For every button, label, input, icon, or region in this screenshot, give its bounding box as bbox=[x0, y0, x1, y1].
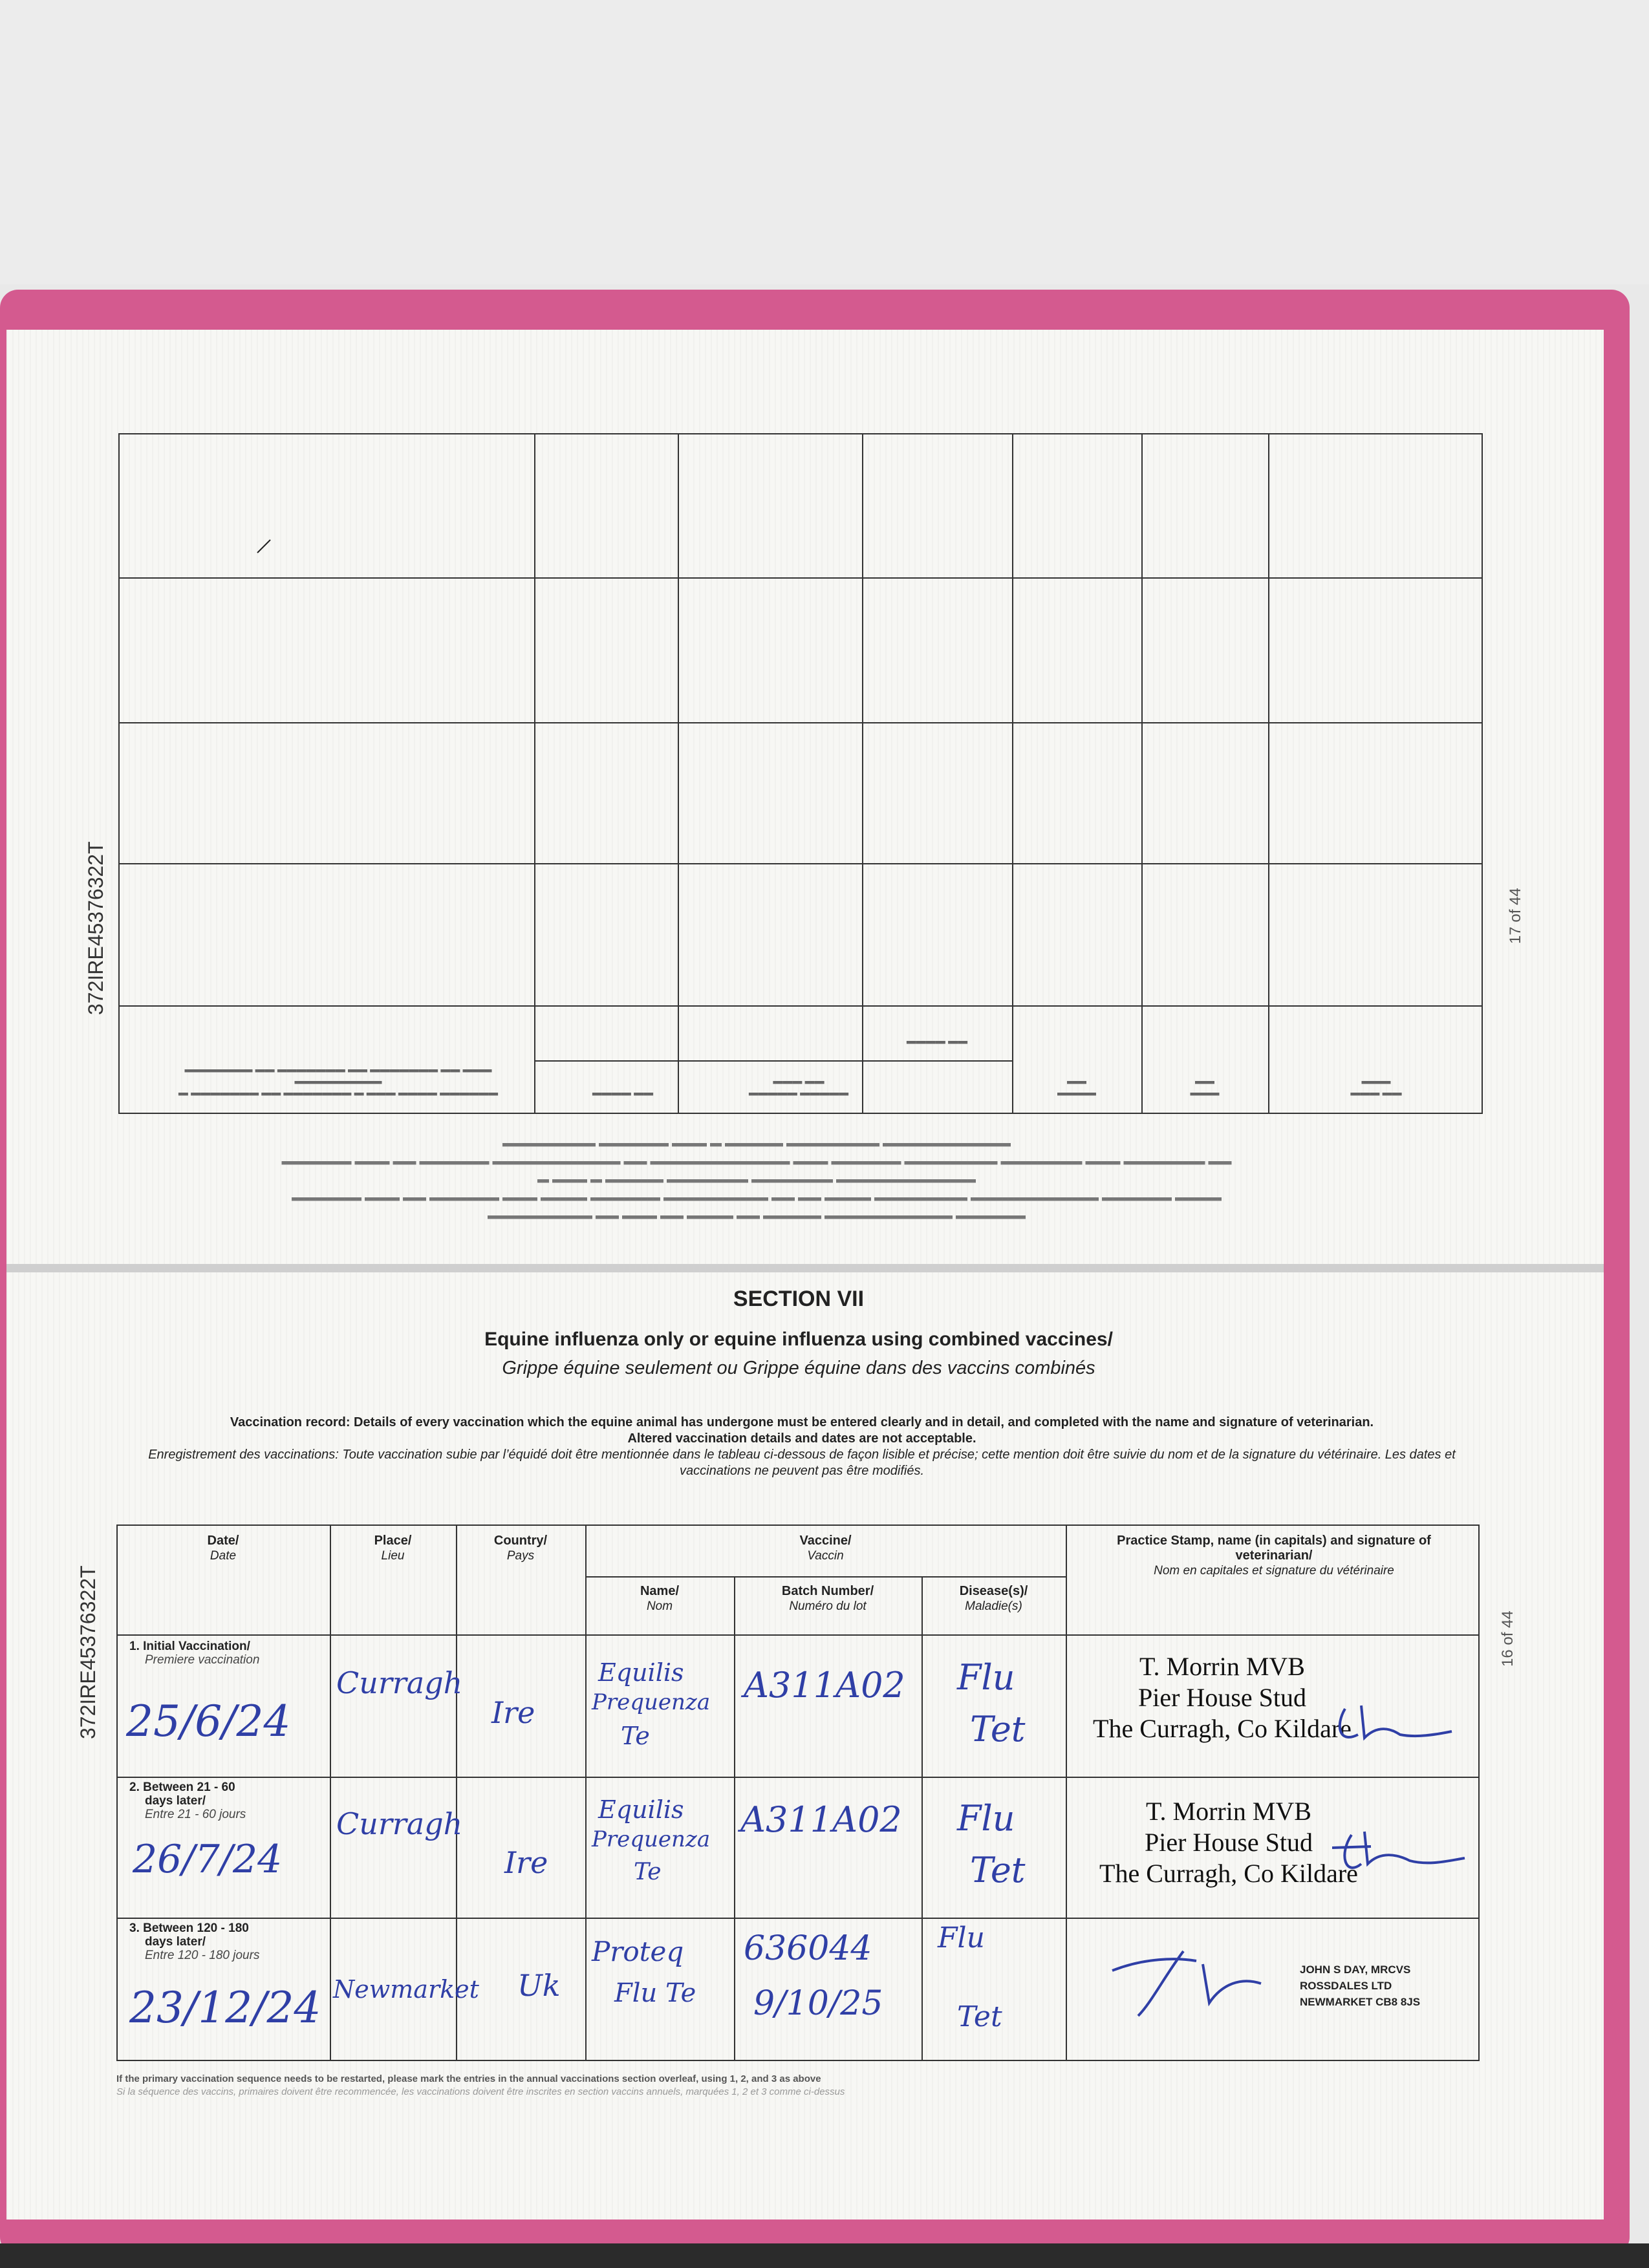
header-stamp-en: Practice Stamp, name (in capitals) and signature of veterinarian/ bbox=[1117, 1534, 1431, 1563]
row-1-name-3: Te bbox=[621, 1722, 650, 1750]
section-subtitle-fr: Grippe équine seulement ou Grippe équine dans des vaccins combinés bbox=[502, 1358, 1095, 1378]
row-divider bbox=[116, 1918, 1480, 1919]
row-1-label bbox=[129, 1640, 259, 1667]
col-divider bbox=[1066, 1524, 1067, 2061]
upper-row-divider bbox=[118, 863, 1483, 864]
row-3-disease-1: Flu bbox=[938, 1921, 985, 1954]
upper-header-text: ▬▬▬▬▬▬ ▬▬▬▬ ▬▬▬ ▬ ▬▬▬▬▬▬▬ ▬▬ ▬▬▬▬▬▬▬ ▬ ▬▬▬▬▬▬▬▬▬ ▬▬▬ ▬▬ ▬▬▬▬▬▬▬ ▬▬ ▬▬▬▬▬▬▬ ▬▬ ▬▬▬▬▬▬▬ bbox=[178, 1067, 499, 1101]
row-3-vet-signature bbox=[1106, 1938, 1280, 2022]
notice-fr: Enregistrement des vaccinations: Toute vaccination subie par l’équidé doit être mentionnée dans le tableau ci-dessous de façon lisible et précise; cette mention doit être suivie du nom et de la signature du vétérinaire. Les dates et vaccinations ne peuvent pas être modifiés. bbox=[148, 1448, 1456, 1478]
row-3-date: 23/12/24 bbox=[129, 1983, 321, 2033]
row-2-name-2: Prequenza bbox=[592, 1826, 711, 1852]
row-1-stamp-line-2: Pier House Stud bbox=[1138, 1683, 1306, 1712]
row-1-date: 25/6/24 bbox=[126, 1696, 291, 1746]
upper-header-text: ▬▬ ▬▬▬▬ bbox=[592, 1090, 654, 1101]
header-vaccine-en: Vaccine/ bbox=[799, 1534, 852, 1548]
lower-passport-id: 372IRE45376322T bbox=[76, 1565, 100, 1739]
header-disease-en: Disease(s)/ bbox=[959, 1584, 1028, 1598]
col-divider bbox=[734, 1576, 735, 2061]
row-3-stamp-line-2: ROSSDALES LTD bbox=[1300, 1980, 1392, 1992]
footnote-fr: Si la séquence des vaccins, primaires doivent être recommencée, les vaccinations doivent être inscrites en section vaccins annuels, marquées 1, 2 et 3 comme ci-dessus bbox=[116, 2086, 845, 2097]
row-3-stamp-line-3: NEWMARKET CB8 8JS bbox=[1300, 1996, 1421, 2008]
header-country bbox=[456, 1534, 585, 1563]
upper-row-divider bbox=[118, 577, 1483, 579]
row-3-country: Uk bbox=[517, 1968, 561, 2003]
row-3-name-2: Flu Te bbox=[614, 1978, 696, 2008]
col-divider bbox=[921, 1576, 923, 2061]
upper-notes-flipped: ▬▬▬▬▬▬ ▬▬▬▬▬▬▬▬▬▬▬ ▬▬▬▬▬ ▬▬ ▬▬▬▬ ▬▬ ▬▬▬ ▬▬ ▬▬▬▬▬▬▬▬▬ ▬▬▬▬ ▬▬▬▬▬▬ ▬▬▬▬▬▬▬▬▬▬▬ ▬▬▬▬▬▬▬▬ ▬▬▬▬ ▬▬ ▬▬ ▬▬▬▬▬▬▬▬▬ ▬▬▬▬▬▬ ▬▬▬▬ ▬▬▬ ▬▬▬▬▬▬ ▬▬ ▬▬▬ ▬▬▬▬▬▬ ▬▬▬▬▬▬▬▬▬▬▬▬ ▬▬▬▬▬▬▬ ▬▬▬▬▬▬▬ ▬▬▬▬▬ ▬ ▬▬▬ ▬ ▬▬ ▬▬▬▬▬▬▬ ▬▬▬ ▬▬▬▬▬▬▬ ▬▬▬▬▬▬▬▬ ▬▬▬▬▬▬ ▬▬▬ ▬▬▬▬▬▬▬▬▬▬▬▬ ▬▬ ▬▬▬▬▬▬▬▬▬▬▬ ▬▬▬▬▬▬ ▬▬ ▬▬▬ ▬▬▬▬▬▬ ▬▬▬▬▬▬▬▬▬▬▬ ▬▬▬▬▬▬▬▬ ▬▬▬▬▬ ▬ ▬▬▬ ▬▬▬▬▬▬ ▬▬▬▬▬▬▬▬ bbox=[281, 1140, 1232, 1226]
row-3-stamp-line-1: JOHN S DAY, MRCVS bbox=[1300, 1963, 1411, 1976]
row-1-batch: A311A02 bbox=[744, 1665, 905, 1706]
row-1-name-2: Prequenza bbox=[592, 1689, 711, 1715]
row-2-label-en-2: days later/ bbox=[145, 1794, 206, 1808]
upper-vaccination-table bbox=[118, 433, 1483, 1114]
row-2-label-fr: Entre 21 - 60 jours bbox=[145, 1808, 246, 1821]
row-3-label-en-2: days later/ bbox=[145, 1935, 206, 1949]
header-date-en: Date/ bbox=[207, 1534, 239, 1548]
row-2-stamp-line-2: Pier House Stud bbox=[1145, 1828, 1313, 1857]
footnote-en: If the primary vaccination sequence needs to be restarted, please mark the entries in the annual vaccinations section overleaf, using 1, 2, and 3 as above bbox=[116, 2073, 821, 2084]
header-place-en: Place/ bbox=[374, 1534, 412, 1548]
upper-page-number: 17 of 44 bbox=[1507, 888, 1524, 944]
header-name-en: Name/ bbox=[640, 1584, 680, 1598]
header-batch bbox=[734, 1584, 921, 1614]
section-title: SECTION VII bbox=[733, 1287, 865, 1311]
upper-header-text: ▬▬▬▬ ▬▬ bbox=[1057, 1078, 1096, 1101]
row-2-disease-2: Tet bbox=[970, 1850, 1026, 1890]
header-date-fr: Date bbox=[210, 1549, 237, 1563]
header-disease bbox=[921, 1584, 1066, 1614]
notice-en-1: Vaccination record: Details of every vaccination which the equine animal has undergone must be entered clearly and in detail, and completed with the name and signature of veterinarian. bbox=[230, 1415, 1374, 1429]
section-subtitle-en: Equine influenza only or equine influenza using combined vaccines/ bbox=[484, 1329, 1113, 1350]
upper-header-text: ▬▬ ▬▬▬▬ bbox=[906, 1038, 968, 1049]
header-vaccine bbox=[585, 1534, 1066, 1563]
row-2-batch: A311A02 bbox=[740, 1799, 902, 1840]
row-1-country: Ire bbox=[491, 1695, 535, 1730]
scanner-background bbox=[0, 0, 1649, 284]
header-batch-en: Batch Number/ bbox=[781, 1584, 874, 1598]
row-3-label-en-1: 3. Between 120 - 180 bbox=[129, 1921, 249, 1935]
vaccination-table bbox=[116, 1524, 1480, 2061]
upper-table-header-flipped bbox=[118, 1005, 1483, 1114]
row-1-place: Curragh bbox=[336, 1665, 463, 1700]
row-2-name-1: Equilis bbox=[598, 1795, 684, 1824]
row-2-country: Ire bbox=[504, 1845, 548, 1880]
header-country-fr: Pays bbox=[506, 1549, 535, 1563]
row-3-label bbox=[129, 1921, 259, 1962]
row-1-label-fr: Premiere vaccination bbox=[145, 1653, 260, 1667]
row-2-disease-1: Flu bbox=[957, 1798, 1015, 1839]
row-1-disease-2: Tet bbox=[970, 1709, 1026, 1749]
header-name-fr: Nom bbox=[646, 1599, 673, 1613]
row-3-place: Newmarket bbox=[333, 1975, 479, 2004]
header-vaccine-name bbox=[585, 1584, 734, 1614]
row-3-batch-1: 636044 bbox=[744, 1929, 872, 1968]
row-2-stamp-line-3: The Curragh, Co Kildare bbox=[1099, 1859, 1358, 1888]
row-3-batch-2: 9/10/25 bbox=[753, 1984, 883, 2023]
row-2-vet-signature bbox=[1332, 1815, 1468, 1880]
row-3-vet-stamp bbox=[1300, 1962, 1420, 2010]
row-1-stamp-line-1: T. Morrin MVB bbox=[1139, 1652, 1305, 1681]
row-divider bbox=[116, 1777, 1480, 1778]
row-3-disease-2: Tet bbox=[957, 2000, 1002, 2033]
row-2-stamp-line-1: T. Morrin MVB bbox=[1146, 1797, 1311, 1826]
pen-mark bbox=[254, 537, 274, 556]
upper-row-divider bbox=[118, 722, 1483, 723]
footnote bbox=[116, 2073, 845, 2099]
header-batch-fr: Numéro du lot bbox=[789, 1599, 867, 1613]
header-vaccine-fr: Vaccin bbox=[807, 1549, 844, 1563]
upper-header-text: ▬▬▬ ▬▬ bbox=[1190, 1078, 1220, 1101]
row-3-name-1: Proteq bbox=[592, 1936, 684, 1967]
upper-header-text: ▬▬ ▬▬▬ ▬▬▬ bbox=[1350, 1078, 1402, 1101]
notice-en-2: Altered vaccination details and dates are not acceptable. bbox=[627, 1431, 976, 1446]
header-place-fr: Lieu bbox=[381, 1549, 405, 1563]
row-1-disease-1: Flu bbox=[957, 1657, 1015, 1698]
lower-page-number: 16 of 44 bbox=[1499, 1610, 1516, 1667]
upper-header-text: ▬▬▬▬▬ ▬▬▬▬▬ ▬▬ ▬▬▬ bbox=[748, 1078, 849, 1101]
row-2-label bbox=[129, 1781, 246, 1821]
row-1-name-1: Equilis bbox=[598, 1658, 684, 1687]
row-2-label-en-1: 2. Between 21 - 60 bbox=[129, 1781, 235, 1794]
row-divider bbox=[116, 1634, 1480, 1636]
row-1-stamp-line-3: The Curragh, Co Kildare bbox=[1093, 1714, 1352, 1743]
header-stamp bbox=[1080, 1534, 1468, 1578]
vaccination-notice bbox=[116, 1415, 1487, 1479]
row-1-label-en: 1. Initial Vaccination/ bbox=[129, 1640, 250, 1653]
row-2-place: Curragh bbox=[336, 1806, 463, 1841]
col-divider bbox=[330, 1524, 331, 2061]
row-2-name-3: Te bbox=[634, 1859, 662, 1885]
header-date bbox=[116, 1534, 330, 1563]
scanner-edge bbox=[0, 2243, 1649, 2268]
row-2-date: 26/7/24 bbox=[133, 1837, 283, 1882]
row-divider bbox=[585, 1576, 1066, 1578]
header-country-en: Country/ bbox=[493, 1534, 548, 1548]
upper-passport-id: 372IRE45376322T bbox=[84, 841, 107, 1015]
header-stamp-fr: Nom en capitales et signature du vétérinaire bbox=[1154, 1564, 1394, 1578]
row-3-label-fr: Entre 120 - 180 jours bbox=[145, 1949, 260, 1962]
header-disease-fr: Maladie(s) bbox=[965, 1599, 1022, 1613]
header-place bbox=[330, 1534, 456, 1563]
row-1-vet-signature bbox=[1332, 1699, 1461, 1751]
